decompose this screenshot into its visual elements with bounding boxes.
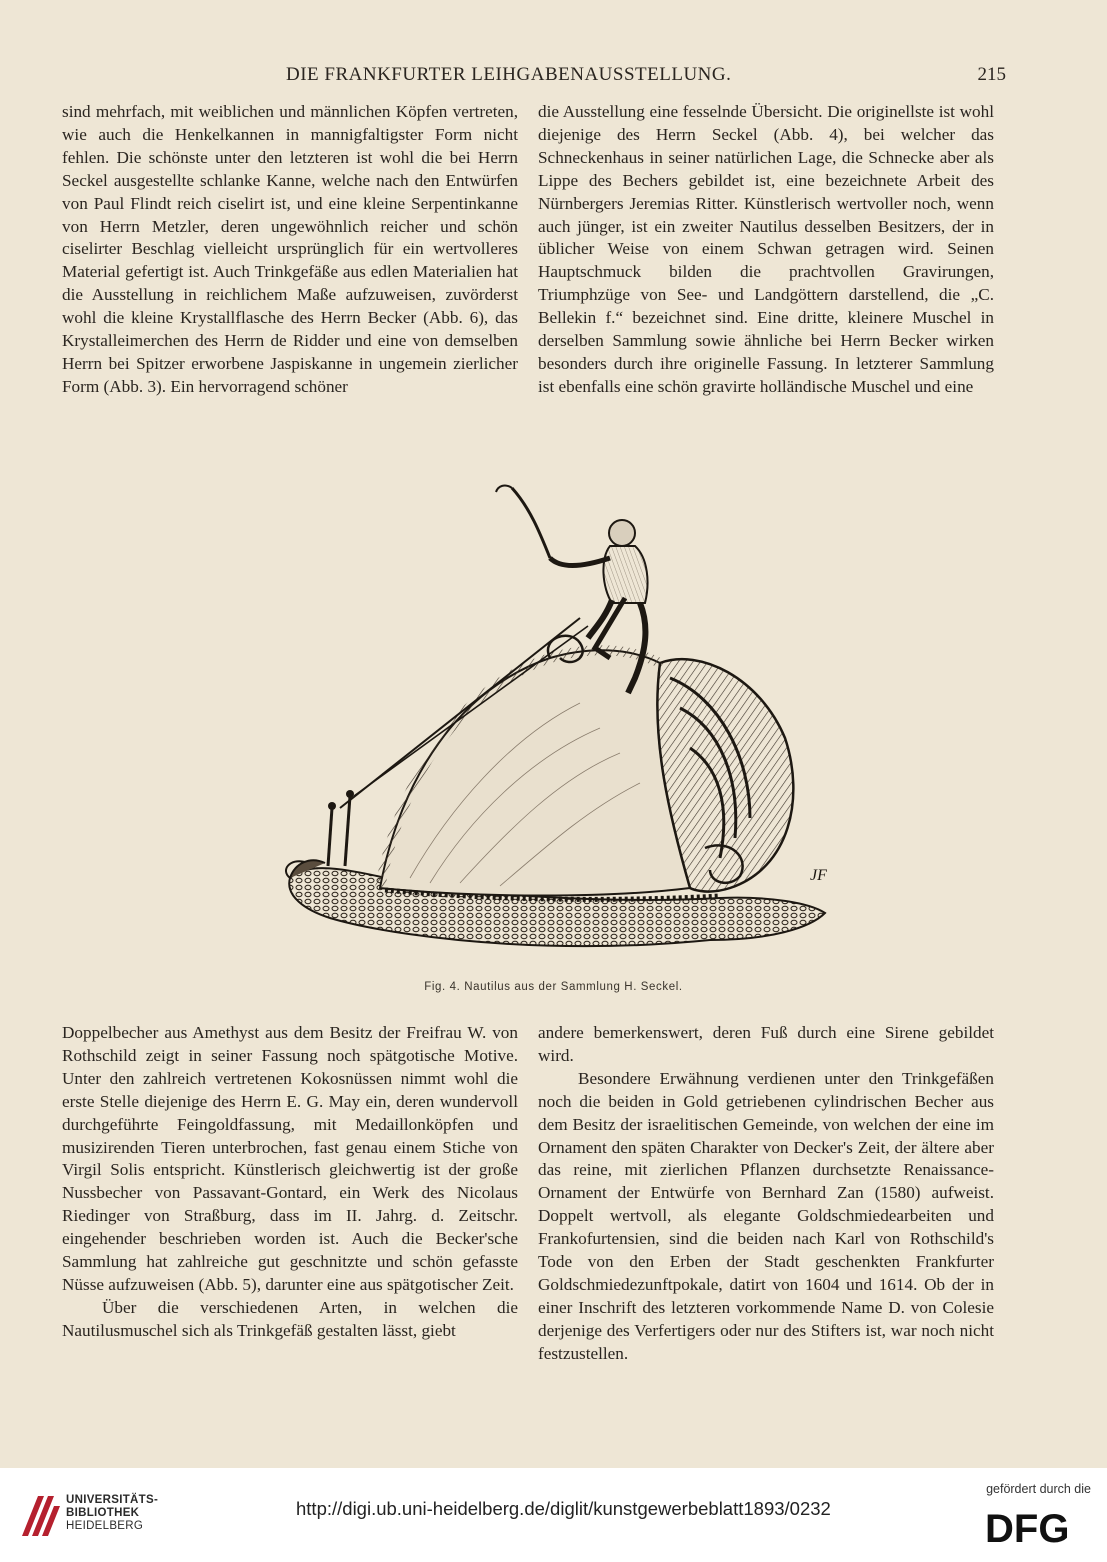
dfg-logo-text: DFG [985,1507,1070,1546]
permalink-url[interactable]: http://digi.ub.uni-heidelberg.de/diglit/kunstgewerbeblatt1893/0232 [296,1498,831,1519]
text-column-top-right [538,101,994,399]
paragraph: die Ausstellung eine fesselnde Übersicht. Die originellste ist wohl diejenige des Herrn Seckel (Abb. 4), bei welcher das Schneckenhaus in seiner natürlichen Lage, die Schnecke aber als Lippe des Bechers gebildet ist, eine bezeichnete Arbeit des Nürnbergers Jeremias Ritter. Künstlerisch wertvoller noch, wenn auch jünger, ist ein zweiter Nautilus desselben Besitzers, der in üblicher Weise von einem Schwan getragen wird. Seinen Hauptschmuck bilden die prachtvollen Gravirungen, Triumphzüge von See- und Landgöttern darstellend, die „C. Bellekin f.“ bezeichnet sind. Eine dritte, kleinere Muschel in derselben Sammlung sowie ähnliche bei Herrn Becker wirken besonders durch ihre originelle Fassung. In letzterer Sammlung ist ebenfalls eine schön gravirte holländische Muschel und eine [538,102,994,396]
dfg-logo-icon [985,1506,1089,1546]
paragraph: Über die verschiedenen Arten, in welchen die Nautilusmuschel sich als Trinkgefäß gestalten lässt, giebt [62,1297,518,1340]
paragraph: andere bemerkenswert, deren Fuß durch eine Sirene gebildet wird. [538,1023,994,1065]
institution-line: BIBLIOTHEK [66,1507,140,1519]
institution-name [66,1494,158,1533]
university-library-logo-icon [18,1492,62,1540]
paragraph: Besondere Erwähnung verdienen unter den Trinkgefäßen noch die beiden in Gold getriebenen cylindrischen Becher aus dem Besitz der israelitischen Gemeinde, von welchen der eine im Ornament den späten Charakter von Decker's Zeit, der ältere aber das reine, mit zierlichen Pflanzen durchsetzte Renaissance-Ornament der Entwürfe von Bernhard Zan (1580) aufweist. Doppelt wertvoll, als elegante Goldschmiedearbeiten und Frankofurtensien, sind die beiden nach Karl von Rothschild's Tode von den Erben der Stadt geschenkten Frankfurter Goldschmiedezunftpokale, datirt von 1604 und 1614. Ob der in einer Inschrift des letzteren vorkommende Name D. von Colesie derjenige des Verfertigers oder nur des Stifters ist, war noch nicht festzustellen. [538,1068,994,1363]
page-header [56,64,1006,92]
paragraph: sind mehrfach, mit weiblichen und männlichen Köpfen vertreten, wie auch die Henkelkannen in mannigfaltigster Form nicht fehlen. Die schönste unter den letzteren ist wohl die bei Herrn Seckel ausgestellte schlanke Kanne, welche nach den Entwürfen von Paul Flindt reich ciselirt ist, und eine kleine Serpentinkanne von Herrn Metzler, deren ungewöhnlich reicher und schön ciselirter Beschlag vielleicht ursprünglich für ein wertvolleres Material gefertigt ist. Auch Trinkgefäße aus edlen Materialien hat die Ausstellung in reichlichem Maße aufzuweisen, zuvörderst wohl die kleine Krystallflasche des Herrn Becker (Abb. 6), das Krystalleimerchen des Herrn de Ridder und eine von demselben Herrn bei Spitzer erworbene Jaspiskanne in ungemein zierlicher Form (Abb. 3). Ein hervorragend schöner [62,102,518,396]
text-column-top-left [62,101,518,399]
text-column-bottom-left [62,1022,518,1343]
funding-label: gefördert durch die [986,1482,1091,1496]
institution-line: HEIDELBERG [66,1520,144,1532]
page-number: 215 [977,64,1006,85]
institution-line: UNIVERSITÄTS- [66,1494,159,1506]
digitization-footer [0,1468,1107,1562]
figure-caption: Fig. 4. Nautilus aus der Sammlung H. Seckel. [424,981,683,993]
nautilus-snail-illustration [250,478,860,973]
illustration-monogram: JF [810,867,827,884]
paragraph: Doppelbecher aus Amethyst aus dem Besitz der Freifrau W. von Rothschild zeigt in seiner Fassung noch spätgotische Motive. Unter den zahlreich vertretenen Kokosnüssen nimmt wohl die erste Stelle diejenige des Herrn E. G. May ein, deren wundervoll durchgeführte Feingoldfassung, mit Medaillonköpfen und musizirenden Tieren unterbrochen, fast genau einem Stiche von Virgil Solis entspricht. Künstlerisch gleichwertig ist der große Nussbecher von Passavant-Gontard, ein Werk des Nicolaus Riedinger von Straßburg, dass im II. Jahrg. d. Zeitschr. eingehender beschrieben worden ist. Auch die Becker'sche Sammlung hat zahlreiche gut geschnitzte und schön gefasste Nüsse aufzuweisen (Abb. 5), darunter eine aus spätgotischer Zeit. [62,1023,518,1294]
text-column-bottom-right [538,1022,994,1366]
running-title: DIE FRANKFURTER LEIHGABENAUSSTELLUNG. [286,64,732,85]
